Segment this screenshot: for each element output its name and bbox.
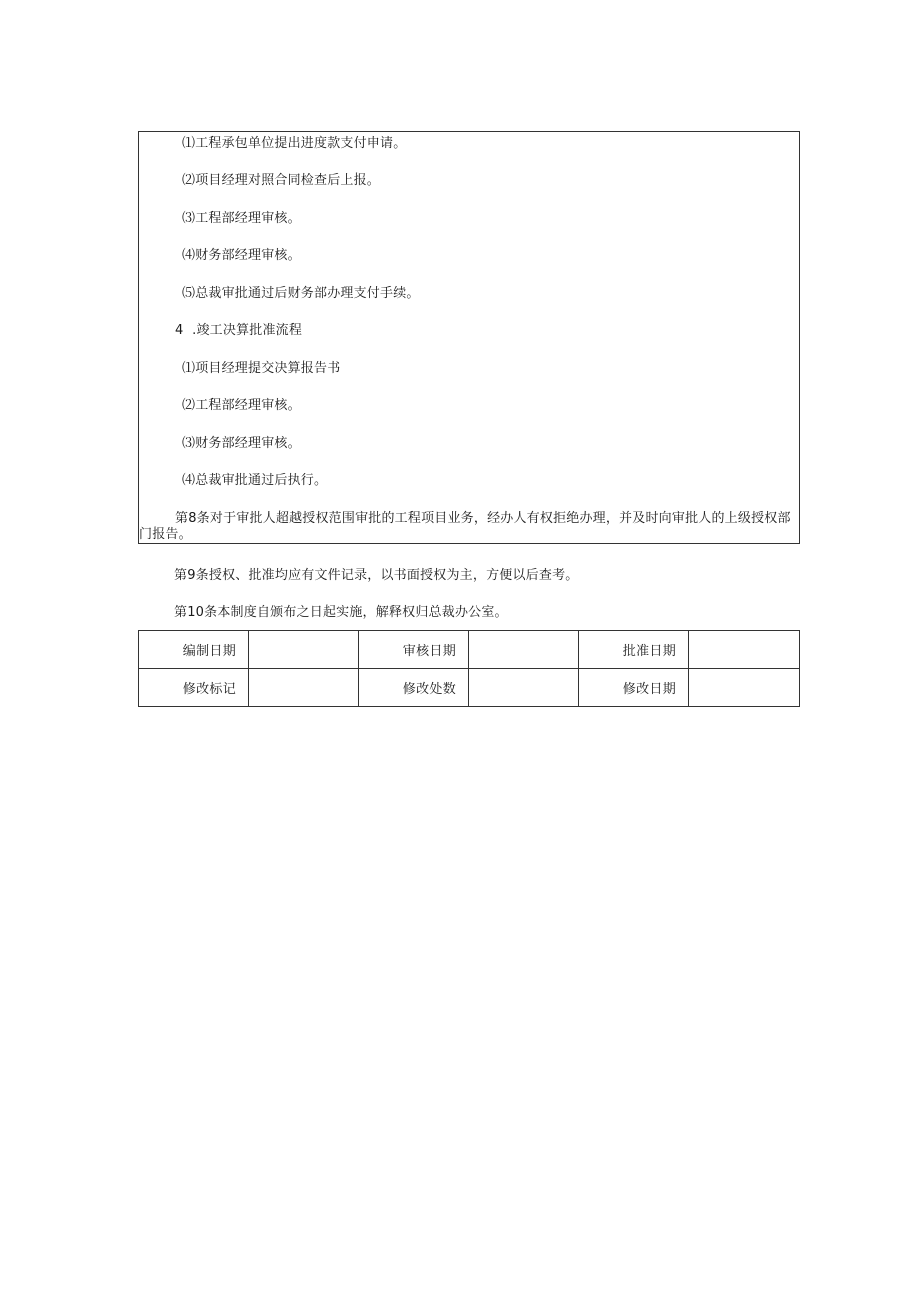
compile-date-field[interactable] (249, 631, 359, 669)
settlement-step-4: ⑷总裁审批通过后执行。 (182, 473, 328, 488)
payment-step-4: ⑷财务部经理审核。 (182, 248, 301, 263)
payment-step-2: ⑵项目经理对照合同检查后上报。 (182, 173, 381, 188)
revision-count-field[interactable] (469, 669, 579, 707)
revision-count-label: 修改处数 (359, 669, 469, 707)
sign-row-revisions (139, 669, 800, 707)
compile-date-label: 编制日期 (139, 631, 249, 669)
article-8: 第8条对于审批人超越授权范围审批的工程项目业务，经办人有权拒绝办理，并及时向审批人的上级授权部门报告。 (139, 511, 791, 542)
revision-date-field[interactable] (689, 669, 800, 707)
sign-off-table (138, 630, 800, 707)
revision-mark-field[interactable] (249, 669, 359, 707)
payment-step-1: ⑴工程承包单位提出进度款支付申请。 (182, 136, 407, 151)
review-date-field[interactable] (469, 631, 579, 669)
sign-row-dates (139, 631, 800, 669)
section-4-heading: 4 .竣工决算批准流程 (175, 323, 303, 338)
approve-date-label: 批准日期 (579, 631, 689, 669)
payment-step-3: ⑶工程部经理审核。 (182, 211, 301, 226)
revision-mark-label: 修改标记 (139, 669, 249, 707)
boxed-procedure-section (138, 131, 800, 544)
article-10: 第10条本制度自颁布之日起实施，解释权归总裁办公室。 (174, 605, 508, 620)
payment-step-5: ⑸总裁审批通过后财务部办理支付手续。 (182, 286, 420, 301)
review-date-label: 审核日期 (359, 631, 469, 669)
settlement-step-3: ⑶财务部经理审核。 (182, 436, 301, 451)
approve-date-field[interactable] (689, 631, 800, 669)
article-9: 第9条授权、批准均应有文件记录，以书面授权为主，方便以后查考。 (174, 568, 579, 583)
settlement-step-1: ⑴项目经理提交决算报告书 (182, 361, 341, 376)
settlement-step-2: ⑵工程部经理审核。 (182, 398, 301, 413)
revision-date-label: 修改日期 (579, 669, 689, 707)
